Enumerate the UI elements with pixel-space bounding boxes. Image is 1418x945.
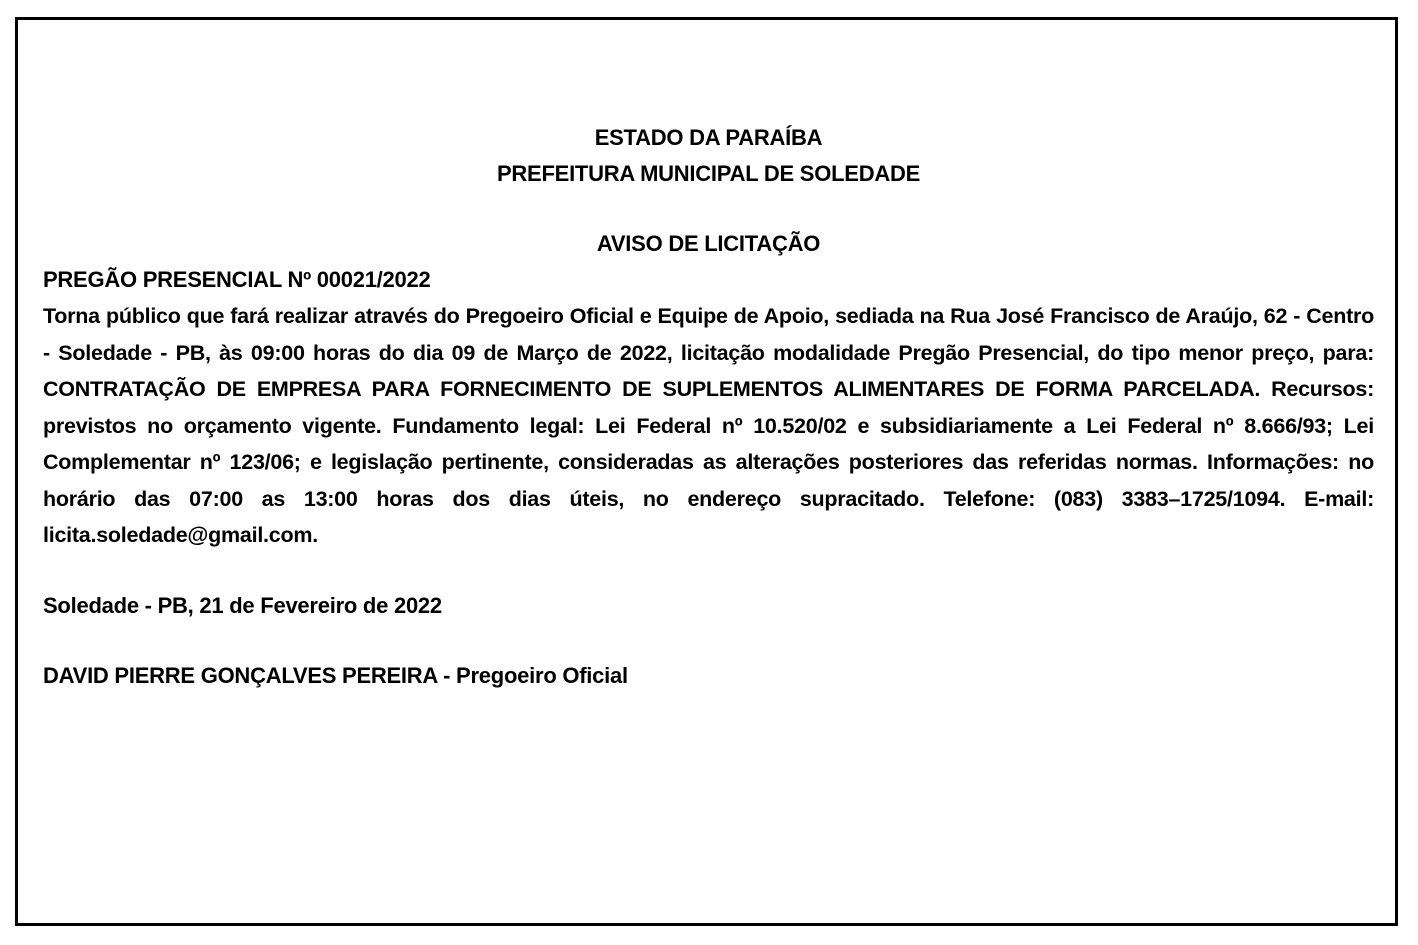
pregao-number: PREGÃO PRESENCIAL Nº 00021/2022 <box>43 267 431 292</box>
date-line: Soledade - PB, 21 de Fevereiro de 2022 <box>43 592 442 618</box>
prefecture-heading: PREFEITURA MUNICIPAL DE SOLEDADE <box>496 161 921 186</box>
notice-body: Torna público que fará realizar através do Pregoeiro Oficial e Equipe de Apoio, sediada na Rua José Francisco de Araújo, 62 - Centro - Soledade - PB, às 09:00 horas do dia 09 de Março de 2022, licitação modalidade Pregão Presencial, do tipo menor preço, para: CONTRATAÇÃO DE EMPRESA PARA FORNECIMENTO DE SUPLEMENTOS ALIMENTARES DE FORMA PARCELADA. Recursos: previstos no orçamento vigente. Fundamento legal: Lei Federal nº 10.520/02 e subsidiariamente a Lei Federal nº 8.666/93; Lei Complementar nº 123/06; e legislação pertinente, consideradas as alterações posteriores das referidas normas. Informações: no horário das 07:00 as 13:00 horas dos dias úteis, no endereço supracitado. Telefone: (083) 3383–1725/1094. E-mail: licita.soledade@gmail.com. <box>43 304 1374 547</box>
state-heading: ESTADO DA PARAÍBA <box>594 125 823 150</box>
signature-line: DAVID PIERRE GONÇALVES PEREIRA - Pregoeiro Oficial <box>43 662 628 688</box>
notice-title: AVISO DE LICITAÇÃO <box>596 231 821 256</box>
notice-content <box>43 120 1374 694</box>
